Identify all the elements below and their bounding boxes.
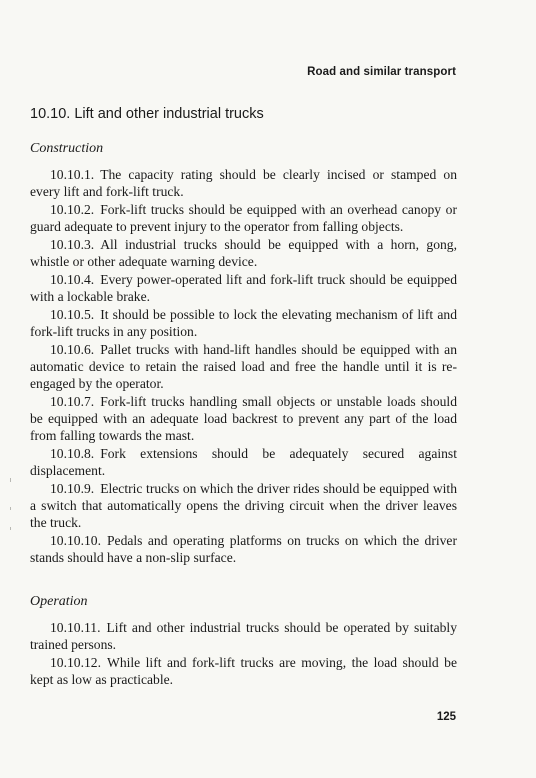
paragraph-text: Pallet trucks with hand-lift handles should be equipped with an automatic device to retain the raised load and free the handle until it is re-engaged by the operator.: [30, 342, 457, 391]
paragraph-text: Pedals and operating platforms on trucks on which the driver stands should have a non-slip surface.: [30, 533, 457, 565]
operation-paragraphs: [30, 619, 457, 689]
paragraph: [30, 271, 457, 305]
running-head: Road and similar transport: [307, 66, 456, 78]
paragraph-text: Electric trucks on which the driver rides should be equipped with a switch that automatically opens the driving circuit when the driver leaves the truck.: [30, 481, 457, 530]
margin-speck: [10, 478, 11, 482]
paragraph-number: 10.10.10.: [50, 533, 101, 548]
paragraph-number: 10.10.1.: [50, 167, 95, 182]
paragraph: [30, 445, 457, 479]
paragraph-text: Fork extensions should be adequately secured against displacement.: [30, 446, 457, 478]
paragraph-number: 10.10.11.: [50, 620, 101, 635]
paragraph-text: Fork-lift trucks handling small objects or unstable loads should be equipped with an adequate load backrest to prevent any part of the load from falling towards the mast.: [30, 394, 457, 443]
section-heading-operation: Operation: [30, 594, 88, 609]
construction-paragraphs: [30, 166, 457, 567]
paragraph-text: While lift and fork-lift trucks are moving, the load should be kept as low as practicable.: [30, 655, 457, 687]
chapter-title: 10.10. Lift and other industrial trucks: [30, 106, 264, 122]
paragraph: [30, 201, 457, 235]
paragraph-text: Fork-lift trucks should be equipped with an overhead canopy or guard adequate to prevent injury to the operator from falling objects.: [30, 202, 457, 234]
paragraph: [30, 393, 457, 444]
paragraph: [30, 654, 457, 688]
paragraph-number: 10.10.7.: [50, 394, 95, 409]
paragraph-number: 10.10.6.: [50, 342, 95, 357]
margin-speck: [10, 527, 11, 530]
paragraph-number: 10.10.3.: [50, 237, 95, 252]
section-heading-construction: Construction: [30, 141, 104, 156]
paragraph-text: Every power-operated lift and fork-lift truck should be equipped with a lockable brake.: [30, 272, 457, 304]
paragraph-number: 10.10.8.: [50, 446, 95, 461]
margin-speck: [10, 507, 11, 510]
paragraph: [30, 619, 457, 653]
paragraph-text: The capacity rating should be clearly incised or stamped on every lift and fork-lift truck.: [30, 167, 457, 199]
paragraph: [30, 480, 457, 531]
paragraph: [30, 306, 457, 340]
page-number: 125: [436, 711, 456, 723]
paragraph-number: 10.10.9.: [50, 481, 95, 496]
paragraph-number: 10.10.5.: [50, 307, 95, 322]
paragraph-text: It should be possible to lock the elevating mechanism of lift and fork-lift trucks in any position.: [30, 307, 457, 339]
paragraph: [30, 236, 457, 270]
paragraph-number: 10.10.12.: [50, 655, 101, 670]
paragraph-number: 10.10.4.: [50, 272, 95, 287]
paragraph: [30, 166, 457, 200]
paragraph: [30, 341, 457, 392]
paragraph-number: 10.10.2.: [50, 202, 95, 217]
paragraph: [30, 532, 457, 566]
paragraph-text: Lift and other industrial trucks should be operated by suitably trained persons.: [30, 620, 457, 652]
paragraph-text: All industrial trucks should be equipped with a horn, gong, whistle or other adequate warning device.: [30, 237, 457, 269]
